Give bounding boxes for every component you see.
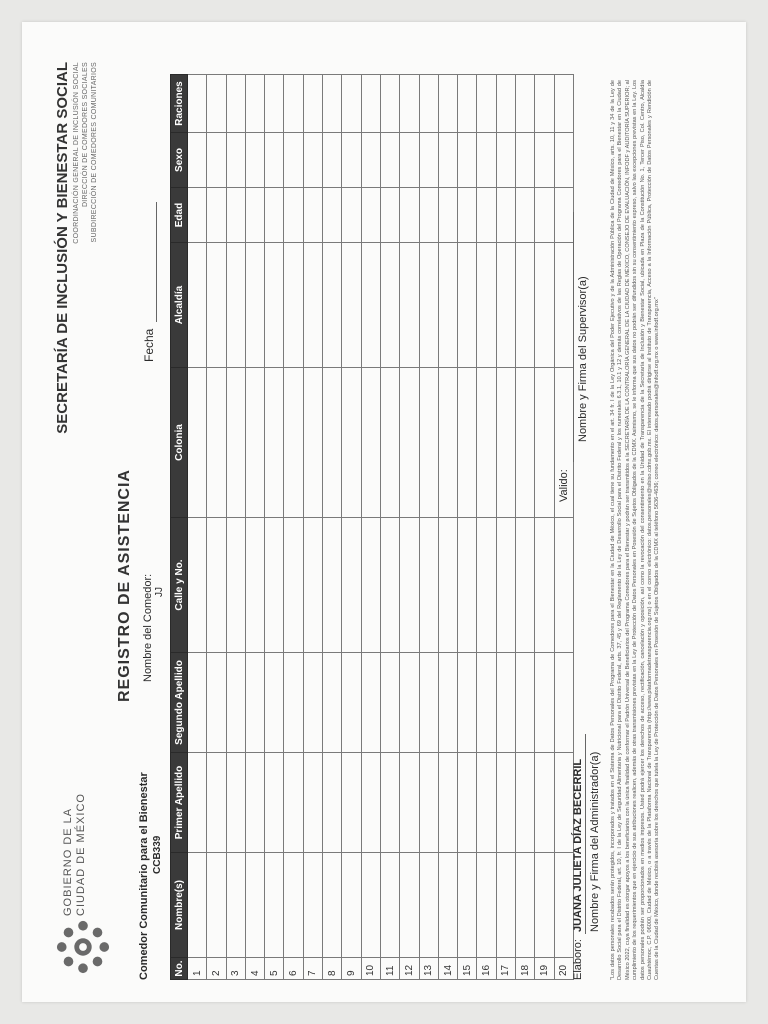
table-cell xyxy=(342,368,361,518)
table-cell xyxy=(361,368,380,518)
nombre-comedor-value: JJ xyxy=(154,587,165,597)
table-row xyxy=(361,75,380,980)
table-cell xyxy=(400,243,419,368)
fecha-label: Fecha xyxy=(142,328,156,362)
table-cell xyxy=(516,188,535,243)
table-cell xyxy=(226,243,245,368)
table-cell xyxy=(496,753,515,853)
elaboro-signature-line xyxy=(585,734,586,934)
attendance-table xyxy=(170,74,574,980)
table-cell xyxy=(477,188,496,243)
table-cell xyxy=(516,243,535,368)
row-number: 19 xyxy=(535,958,554,980)
table-row xyxy=(535,75,554,980)
table-cell xyxy=(380,853,399,958)
table-cell xyxy=(207,653,226,753)
table-cell xyxy=(323,518,342,653)
cdmx-logo-icon xyxy=(54,918,112,976)
table-cell xyxy=(535,753,554,853)
col-header-sexo: Sexo xyxy=(171,133,188,188)
table-cell xyxy=(188,75,207,133)
table-cell xyxy=(400,188,419,243)
table-cell xyxy=(535,188,554,243)
table-row xyxy=(554,75,573,980)
table-cell xyxy=(323,753,342,853)
table-cell xyxy=(284,133,303,188)
table-cell xyxy=(284,753,303,853)
table-cell xyxy=(245,75,264,133)
table-cell xyxy=(284,188,303,243)
table-cell xyxy=(207,753,226,853)
sub-line-3: SUBDIRECCIÓN DE COMEDORES COMUNITARIOS xyxy=(91,62,98,243)
table-cell xyxy=(400,518,419,653)
table-cell xyxy=(303,368,322,518)
table-cell xyxy=(535,243,554,368)
table-cell xyxy=(265,368,284,518)
elaboro-caption: Nombre y Firma del Administrador(a) xyxy=(589,751,601,932)
table-cell xyxy=(438,518,457,653)
table-row xyxy=(400,75,419,980)
table-cell xyxy=(458,188,477,243)
row-number: 15 xyxy=(458,958,477,980)
table-cell xyxy=(245,368,264,518)
privacy-footnote: "Los datos personales recabados serán protegidos, incorporados y tratados en el Sistema de Datos Personales del Programa de Comedores para el Bienestar en la Ciudad de México, el cual tiene su fundamento en el art. 34 fr. I de la Ley Orgánica del Poder Ejecutivo y de la Administración Pública de la Ciudad de México, arts. 10, 11 y 34 de la Ley de Desarrollo Social para el Distrito Federal, art. 10, fr. I de la Ley de Seguridad Alimentaria y Nutricional para el Distrito Federal, arts. 37, 45 y 69 del Reglamento de la Ley de Desarrollo Social para el Distrito Federal y los numerales 6.3.1, 10.1 y 12 y demás correlativos de las Reglas de Operación del Programa Comedores para el Bienestar en la Ciudad de México 2022, cuya finalidad es otorgar apoyos a los beneficiarios con la única finalidad de conformar el Padrón Universal de Beneficiarios del Programa Comedores para el Bienestar y podrán ser transmitidos a la SECRETARÍA DE LA CONTRALORÍA GENERAL DE LA CIUDAD DE MÉXICO, CONSEJO DE EVALUACIÓN, INFODF y AUDITORÍA SUPERIOR; al cumplimiento de los requerimientos que en ejercicio de sus atribuciones realicen, además de otras transmisiones previstas en la Ley de Protección de Datos Personales en Posesión de Sujetos Obligados de la CDMX. Asimismo, se le informa que sus datos no podrán ser difundidos sin su consentimiento expreso, salvo las excepciones previstas en la Ley. Los datos personales podrán ser proporcionados en medios impresos. Usted podrá ejercer los derechos de acceso, rectificación, cancelación y oposición, así como la revocación del consentimiento en la Unidad de Transparencia de la Secretaría de Inclusión y Bienestar Social, ubicada en Plaza de la Constitución No. 1, Tercer Piso, Col. Centro, Alcaldía Cuauhtémoc, C.P. 06000, Ciudad de México, o a través de la Plataforma Nacional de Transparencia (http://www.plataformadetransparencia.org.mx) o en el correo electrónico: datos.personales@sibiso.cdmx.gob.mx. El interesado podrá dirigirse al Instituto de Transparencia, Acceso a la Información Pública, Protección de Datos Personales y Rendición de Cuentas de la Ciudad de México, donde recibirá asesoría sobre los derechos que tutela la Ley de Protección de Datos Personales en Posesión de Sujetos Obligados de la CDMX al teléfono 5636-4636; correo electrónico: datos.personales@infodf.org.mx o www.infodf.org.mx" xyxy=(610,80,661,980)
table-cell xyxy=(380,518,399,653)
table-cell xyxy=(477,753,496,853)
table-cell xyxy=(516,368,535,518)
table-cell xyxy=(516,753,535,853)
table-cell xyxy=(535,853,554,958)
row-number: 13 xyxy=(419,958,438,980)
table-cell xyxy=(361,188,380,243)
table-cell xyxy=(323,853,342,958)
table-cell xyxy=(438,368,457,518)
gov-line-2: CIUDAD DE MÉXICO xyxy=(75,793,87,916)
nombre-comedor-label: Nombre del Comedor: xyxy=(142,573,154,682)
table-header-row xyxy=(171,75,188,980)
table-cell xyxy=(284,653,303,753)
table-cell xyxy=(419,753,438,853)
table-cell xyxy=(265,75,284,133)
table-cell xyxy=(458,653,477,753)
table-row xyxy=(477,75,496,980)
table-row xyxy=(342,75,361,980)
table-row xyxy=(188,75,207,980)
table-cell xyxy=(419,75,438,133)
table-row xyxy=(496,75,515,980)
table-cell xyxy=(361,518,380,653)
table-cell xyxy=(342,653,361,753)
table-cell xyxy=(342,518,361,653)
table-cell xyxy=(477,133,496,188)
row-number: 2 xyxy=(207,958,226,980)
table-cell xyxy=(245,853,264,958)
table-row xyxy=(265,75,284,980)
form-title: REGISTRO DE ASISTENCIA xyxy=(116,469,133,702)
table-cell xyxy=(458,368,477,518)
table-cell xyxy=(323,243,342,368)
table-cell xyxy=(245,518,264,653)
table-cell xyxy=(226,853,245,958)
row-number: 5 xyxy=(265,958,284,980)
table-cell xyxy=(496,243,515,368)
table-cell xyxy=(361,653,380,753)
table-cell xyxy=(400,853,419,958)
table-cell xyxy=(516,133,535,188)
table-cell xyxy=(438,188,457,243)
table-cell xyxy=(458,133,477,188)
col-header-primer-apellido: Primer Apellido xyxy=(171,753,188,853)
table-cell xyxy=(303,188,322,243)
table-cell xyxy=(400,75,419,133)
table-cell xyxy=(245,653,264,753)
table-cell xyxy=(226,368,245,518)
table-cell xyxy=(516,518,535,653)
table-row xyxy=(380,75,399,980)
comedor-label: Comedor Comunitario para el Bienestar xyxy=(138,772,150,980)
col-header-no: No. xyxy=(171,958,188,980)
table-cell xyxy=(516,75,535,133)
table-cell xyxy=(438,753,457,853)
table-cell xyxy=(554,753,573,853)
secretaria-title: SECRETARÍA DE INCLUSIÓN Y BIENESTAR SOCIAL xyxy=(54,62,71,434)
table-cell xyxy=(226,75,245,133)
sub-line-2: DIRECCIÓN DE COMEDORES SOCIALES xyxy=(82,62,89,208)
table-cell xyxy=(438,133,457,188)
table-cell xyxy=(207,188,226,243)
table-cell xyxy=(342,188,361,243)
table-cell xyxy=(496,75,515,133)
table-cell xyxy=(516,853,535,958)
table-cell xyxy=(342,133,361,188)
table-cell xyxy=(265,753,284,853)
table-cell xyxy=(342,753,361,853)
table-cell xyxy=(226,188,245,243)
table-cell xyxy=(554,853,573,958)
table-cell xyxy=(245,753,264,853)
table-cell xyxy=(458,518,477,653)
table-cell xyxy=(419,368,438,518)
table-cell xyxy=(303,653,322,753)
table-cell xyxy=(188,653,207,753)
row-number: 7 xyxy=(303,958,322,980)
row-number: 20 xyxy=(554,958,573,980)
table-cell xyxy=(226,653,245,753)
table-cell xyxy=(361,753,380,853)
table-cell xyxy=(535,368,554,518)
table-cell xyxy=(400,368,419,518)
government-name xyxy=(62,793,88,916)
table-cell xyxy=(245,133,264,188)
table-cell xyxy=(226,753,245,853)
table-cell xyxy=(419,133,438,188)
table-row xyxy=(207,75,226,980)
row-number: 11 xyxy=(380,958,399,980)
table-cell xyxy=(419,188,438,243)
table-cell xyxy=(419,853,438,958)
table-cell xyxy=(323,368,342,518)
table-cell xyxy=(188,243,207,368)
table-cell xyxy=(207,75,226,133)
table-cell xyxy=(438,75,457,133)
table-cell xyxy=(342,75,361,133)
table-cell xyxy=(458,75,477,133)
table-cell xyxy=(535,133,554,188)
table-cell xyxy=(400,753,419,853)
table-cell xyxy=(496,653,515,753)
row-number: 14 xyxy=(438,958,457,980)
table-cell xyxy=(361,853,380,958)
table-cell xyxy=(265,133,284,188)
secretaria-subtitles xyxy=(72,62,99,244)
row-number: 6 xyxy=(284,958,303,980)
table-cell xyxy=(284,75,303,133)
table-cell xyxy=(323,188,342,243)
table-cell xyxy=(284,368,303,518)
col-header-colonia: Colonia xyxy=(171,368,188,518)
table-cell xyxy=(188,518,207,653)
table-cell xyxy=(323,75,342,133)
table-cell xyxy=(303,133,322,188)
col-header-nombres: Nombre(s) xyxy=(171,853,188,958)
table-cell xyxy=(380,753,399,853)
table-cell xyxy=(458,243,477,368)
table-cell xyxy=(265,188,284,243)
table-cell xyxy=(477,653,496,753)
table-cell xyxy=(303,75,322,133)
row-number: 9 xyxy=(342,958,361,980)
table-row xyxy=(323,75,342,980)
table-cell xyxy=(265,653,284,753)
row-number: 3 xyxy=(226,958,245,980)
table-cell xyxy=(554,188,573,243)
table-cell xyxy=(342,243,361,368)
table-cell xyxy=(496,133,515,188)
table-row xyxy=(226,75,245,980)
row-number: 10 xyxy=(361,958,380,980)
table-cell xyxy=(303,518,322,653)
table-row xyxy=(419,75,438,980)
table-cell xyxy=(419,518,438,653)
table-cell xyxy=(207,368,226,518)
table-cell xyxy=(207,518,226,653)
row-number: 1 xyxy=(188,958,207,980)
col-header-segundo-apellido: Segundo Apellido xyxy=(171,653,188,753)
table-cell xyxy=(477,75,496,133)
table-row xyxy=(284,75,303,980)
table-cell xyxy=(380,653,399,753)
table-cell xyxy=(303,753,322,853)
table-cell xyxy=(342,853,361,958)
table-row xyxy=(245,75,264,980)
comedor-code: CCB339 xyxy=(152,835,163,874)
table-cell xyxy=(554,133,573,188)
table-cell xyxy=(303,853,322,958)
table-cell xyxy=(323,133,342,188)
table-cell xyxy=(477,518,496,653)
table-cell xyxy=(554,653,573,753)
table-cell xyxy=(188,853,207,958)
table-cell xyxy=(361,75,380,133)
table-row xyxy=(516,75,535,980)
col-header-alcaldia: Alcaldía xyxy=(171,243,188,368)
table-cell xyxy=(419,243,438,368)
valido-label: Valido: xyxy=(558,469,570,502)
table-cell xyxy=(496,368,515,518)
table-cell xyxy=(245,188,264,243)
table-cell xyxy=(400,133,419,188)
table-row xyxy=(438,75,457,980)
valido-caption: Nombre y Firma del Supervisor(a) xyxy=(577,276,589,442)
table-cell xyxy=(438,853,457,958)
table-cell xyxy=(535,653,554,753)
gov-line-1: GOBIERNO DE LA xyxy=(62,807,74,916)
row-number: 4 xyxy=(245,958,264,980)
table-cell xyxy=(226,518,245,653)
table-cell xyxy=(496,188,515,243)
row-number: 18 xyxy=(516,958,535,980)
fecha-line xyxy=(156,202,157,322)
table-cell xyxy=(361,133,380,188)
row-number: 8 xyxy=(323,958,342,980)
row-number: 17 xyxy=(496,958,515,980)
table-cell xyxy=(188,188,207,243)
table-cell xyxy=(207,243,226,368)
table-cell xyxy=(554,75,573,133)
table-cell xyxy=(496,518,515,653)
table-cell xyxy=(284,243,303,368)
table-cell xyxy=(265,243,284,368)
table-row xyxy=(303,75,322,980)
rotated-form xyxy=(54,52,712,982)
table-cell xyxy=(554,518,573,653)
elaboro-label: Elaboro: xyxy=(572,939,584,980)
col-header-raciones: Raciones xyxy=(171,75,188,133)
table-cell xyxy=(438,243,457,368)
sub-line-1: COORDINACIÓN GENERAL DE INCLUSIÓN SOCIAL xyxy=(73,62,80,244)
table-cell xyxy=(188,753,207,853)
table-cell xyxy=(496,853,515,958)
table-cell xyxy=(323,653,342,753)
table-cell xyxy=(438,653,457,753)
table-row xyxy=(458,75,477,980)
table-cell xyxy=(535,75,554,133)
table-cell xyxy=(380,243,399,368)
valido-signature-line xyxy=(573,212,574,462)
table-cell xyxy=(207,853,226,958)
document-page xyxy=(22,22,746,1002)
table-cell xyxy=(458,753,477,853)
table-cell xyxy=(400,653,419,753)
table-cell xyxy=(226,133,245,188)
table-cell xyxy=(477,853,496,958)
table-cell xyxy=(458,853,477,958)
table-cell xyxy=(188,133,207,188)
table-cell xyxy=(477,243,496,368)
row-number: 12 xyxy=(400,958,419,980)
table-cell xyxy=(303,243,322,368)
table-cell xyxy=(535,518,554,653)
table-cell xyxy=(516,653,535,753)
table-cell xyxy=(554,243,573,368)
table-cell xyxy=(380,188,399,243)
table-cell xyxy=(188,368,207,518)
table-cell xyxy=(284,518,303,653)
table-body xyxy=(188,75,574,980)
table-cell xyxy=(265,853,284,958)
table-cell xyxy=(419,653,438,753)
table-cell xyxy=(477,368,496,518)
table-cell xyxy=(265,518,284,653)
col-header-calle: Calle y No. xyxy=(171,518,188,653)
table-cell xyxy=(207,133,226,188)
table-cell xyxy=(380,368,399,518)
table-cell xyxy=(284,853,303,958)
elaboro-name: JUANA JULIETA DÍAZ BECERRIL xyxy=(572,758,584,932)
row-number: 16 xyxy=(477,958,496,980)
table-cell xyxy=(245,243,264,368)
table-cell xyxy=(361,243,380,368)
col-header-edad: Edad xyxy=(171,188,188,243)
table-cell xyxy=(380,133,399,188)
table-cell xyxy=(380,75,399,133)
